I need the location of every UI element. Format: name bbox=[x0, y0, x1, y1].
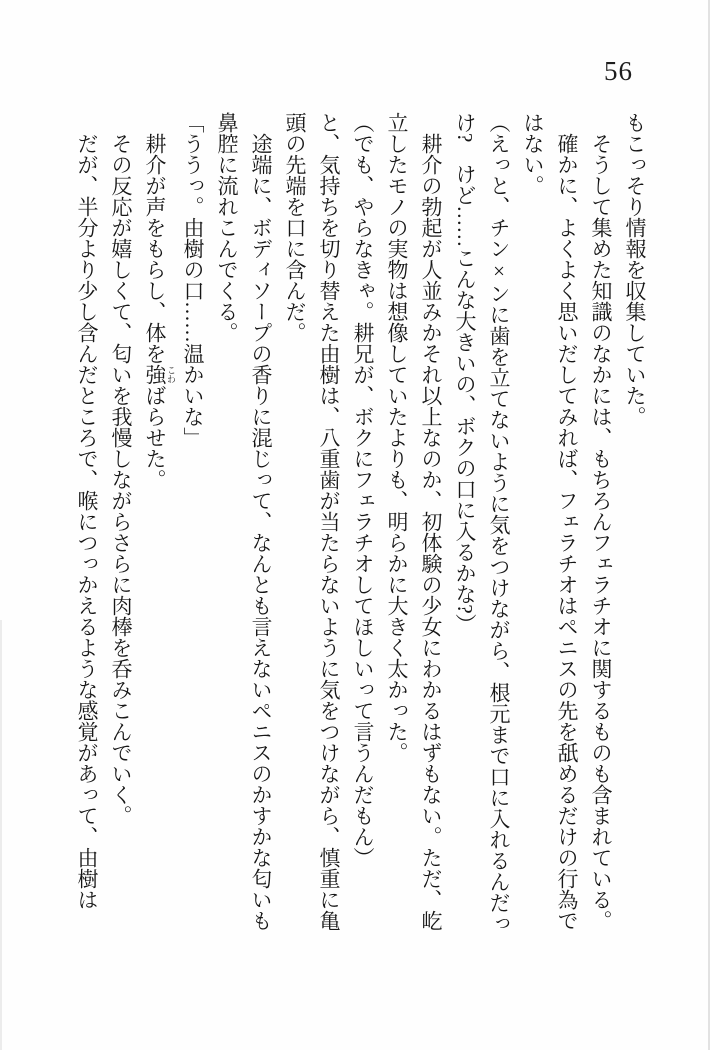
paragraph-5: 耕介の勃起が人並みかそれ以上なのか、初体験の少女にわかるはずもない。ただ、屹立したモノの実物は想像していたよりも、明らかに大きく太かった。 bbox=[385, 112, 443, 931]
paragraph-12: だが、半分より少し含んだところで、喉につっかえるような感覚があって、由樹は bbox=[75, 133, 99, 910]
page-number: 56 bbox=[604, 56, 633, 86]
page-edge-left bbox=[0, 620, 2, 1050]
paragraph-10-pre: 耕介が声をもらし、体を bbox=[143, 133, 167, 364]
paragraph-2: そうして集めた知識のなかには、もちろんフェラチオに関するものも含まれている。 bbox=[589, 133, 613, 931]
ruby-base: 強 bbox=[143, 364, 167, 385]
paragraph-3: 確かに、よくよく思いだしてみれば、フェラチオはペニスの先を舐めるだけの行為ではない。 bbox=[521, 112, 579, 931]
paragraph-9-dialogue: 「ううっ。由樹の口……温かいな」 bbox=[181, 112, 205, 448]
paragraph-10-with-furigana bbox=[138, 112, 176, 934]
body-text bbox=[70, 112, 652, 934]
paragraph-4-inner-monologue: （えっと、チン×ンに歯を立てないように気をつけながら、根元まで口に入れるんだっけ? けど……こんな大きいの、ボクの口に入るかな?） bbox=[453, 112, 511, 934]
paragraph-11: その反応が嬉しくて、匂いを我慢しながらさらに肉棒を呑みこんでいく。 bbox=[109, 133, 133, 826]
paragraph-6-inner-monologue: （でも、やらなきゃ。耕兄が、ボクにフェラチオしてほしいって言うんだもん） bbox=[351, 112, 375, 868]
furigana-ruby bbox=[143, 364, 176, 385]
ruby-text: こわ bbox=[166, 364, 176, 385]
paragraph-1: もこっそり情報を収集していた。 bbox=[623, 112, 647, 427]
paragraph-8: 途端に、ボディソープの香りに混じって、なんとも言えないペニスのかすかな匂いも鼻腔に流れこんでくる。 bbox=[215, 112, 273, 931]
paragraph-7: と、気持ちを切り替えた由樹は、八重歯が当たらないように気をつけながら、慎重に亀頭の先端を口に含んだ。 bbox=[283, 112, 341, 931]
paragraph-10-post: ばらせた。 bbox=[143, 385, 167, 490]
